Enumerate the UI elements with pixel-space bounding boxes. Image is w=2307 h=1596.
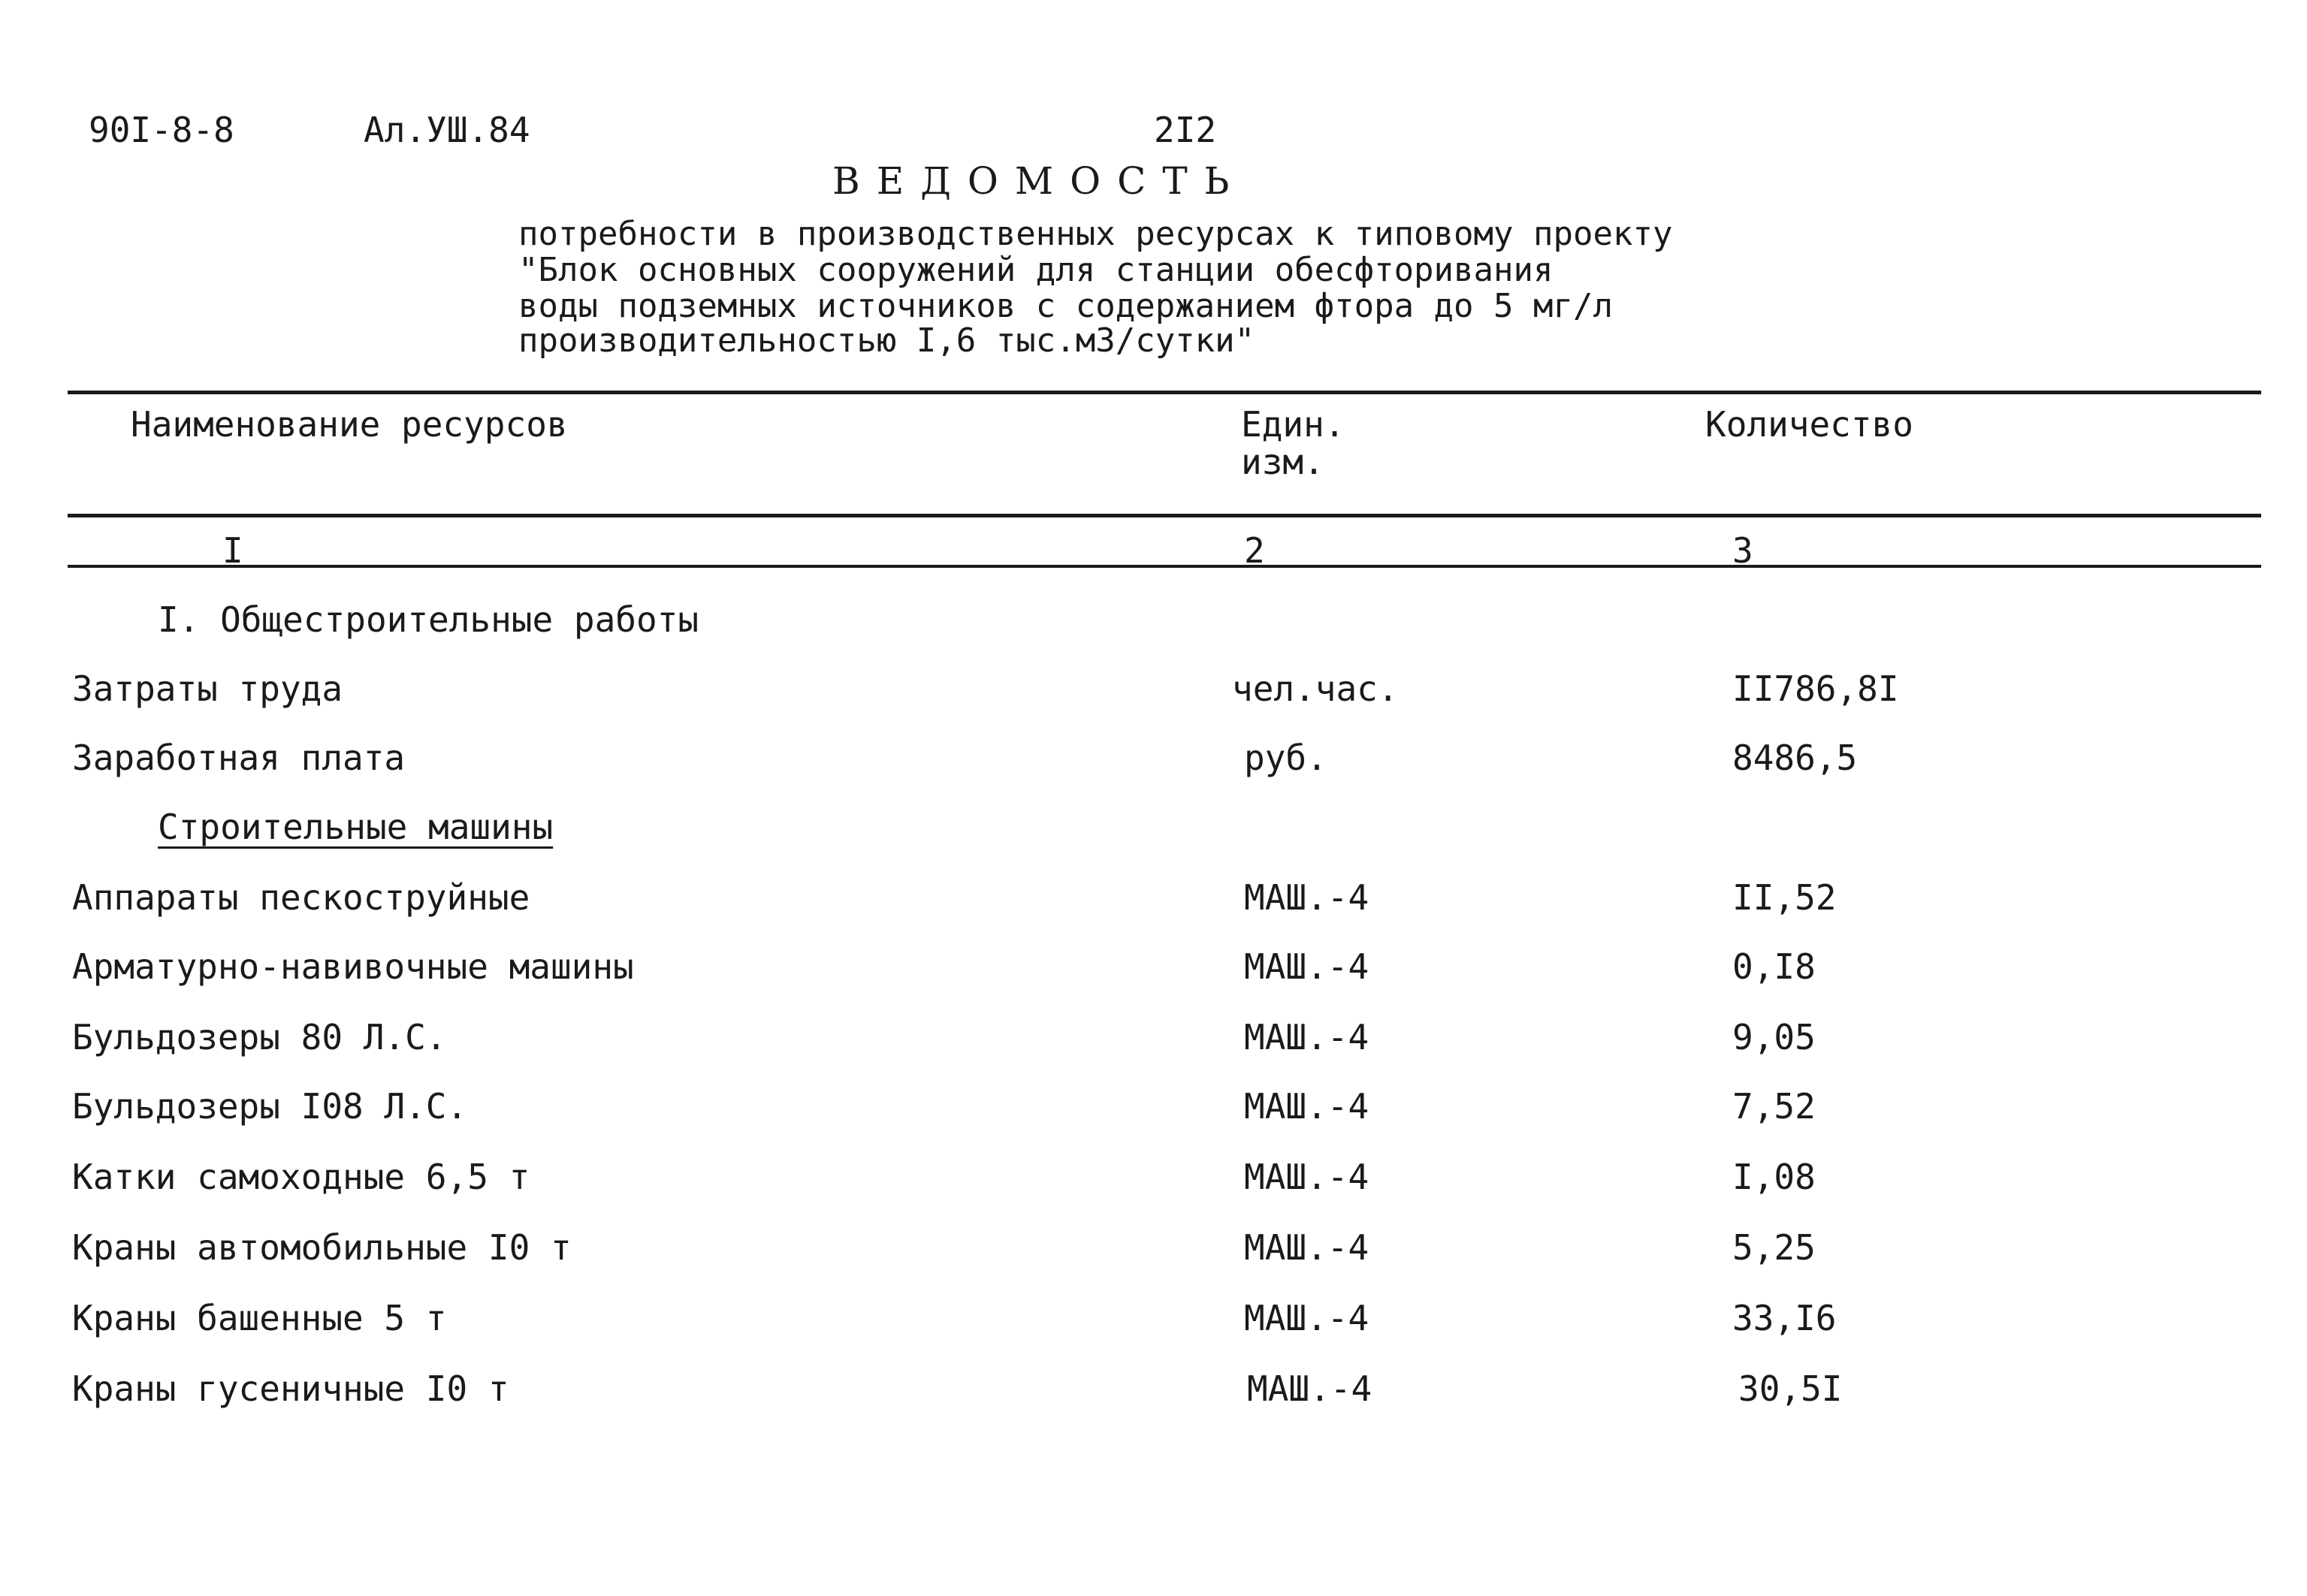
- table-row-quantity: 33,I6: [1732, 1298, 1837, 1338]
- page-number: 2I2: [1154, 110, 1217, 150]
- table-row-name: Краны автомобильные I0 т: [72, 1227, 572, 1268]
- table-row-unit: МАШ.-4: [1244, 1017, 1369, 1057]
- subtitle-line-1: потребности в производственных ресурсах к типовому проекту: [518, 215, 1673, 253]
- table-row-name: Бульдозеры 80 Л.С.: [72, 1017, 447, 1057]
- table-row-quantity: II,52: [1732, 877, 1837, 918]
- table-row-name: Краны башенные 5 т: [72, 1298, 447, 1338]
- column-header-unit: [1241, 406, 1345, 481]
- section-title: I. Общестроительные работы: [158, 599, 699, 640]
- document-title: ВЕДОМОСТЬ: [832, 159, 1246, 203]
- column-header-unit-line-1: Един.: [1241, 404, 1345, 445]
- document-code: 90I-8-8: [89, 110, 234, 150]
- table-row-unit: МАШ.-4: [1244, 946, 1369, 987]
- table-row-unit: руб.: [1244, 738, 1327, 778]
- table-row-name: Бульдозеры I08 Л.С.: [72, 1086, 468, 1127]
- table-row-unit: чел.час.: [1232, 668, 1399, 709]
- subtitle-line-3: воды подземных источников с содержанием фтора до 5 мг/л: [518, 287, 1613, 325]
- table-row-quantity: 5,25: [1732, 1227, 1816, 1268]
- column-header-name: Наименование ресурсов: [131, 404, 568, 445]
- header-bottom-rule: [68, 514, 2261, 517]
- subtitle-line-4: производительностью I,6 тыс.м3/сутки": [518, 321, 1255, 360]
- column-header-unit-line-2: изм.: [1241, 442, 1324, 482]
- table-row-unit: МАШ.-4: [1244, 1227, 1369, 1268]
- subtitle-line-2: "Блок основных сооружений для станции обесфторивания: [518, 251, 1554, 289]
- column-number-2: 2: [1244, 530, 1265, 571]
- table-row-quantity: 8486,5: [1732, 738, 1858, 778]
- table-row-name: Арматурно-навивочные машины: [72, 946, 634, 987]
- column-number-3: 3: [1732, 530, 1753, 571]
- subsection-title: Строительные машины: [158, 807, 554, 847]
- table-row-quantity: I,08: [1732, 1157, 1816, 1197]
- table-row-quantity: 9,05: [1732, 1017, 1816, 1057]
- table-row-quantity: 30,5I: [1738, 1368, 1843, 1409]
- table-row-quantity: II786,8I: [1732, 668, 1899, 709]
- table-top-rule: [68, 391, 2261, 394]
- table-row-name: Катки самоходные 6,5 т: [72, 1157, 530, 1197]
- album-reference: Ал.УШ.84: [364, 110, 530, 150]
- table-row-unit: МАШ.-4: [1244, 1298, 1369, 1338]
- table-row-quantity: 7,52: [1732, 1086, 1816, 1127]
- column-header-quantity: Количество: [1705, 404, 1913, 445]
- table-row-name: Аппараты пескоструйные: [72, 877, 530, 918]
- table-row-unit: МАШ.-4: [1244, 877, 1369, 918]
- table-row-quantity: 0,I8: [1732, 946, 1816, 987]
- table-row-name: Краны гусеничные I0 т: [72, 1368, 509, 1409]
- table-row-unit: МАШ.-4: [1247, 1368, 1372, 1409]
- table-row-unit: МАШ.-4: [1244, 1086, 1369, 1127]
- table-row-name: Затраты труда: [72, 668, 343, 709]
- table-row-name: Заработная плата: [72, 738, 406, 778]
- table-row-unit: МАШ.-4: [1244, 1157, 1369, 1197]
- column-numbers-rule: [68, 565, 2261, 568]
- column-number-1: I: [222, 530, 243, 571]
